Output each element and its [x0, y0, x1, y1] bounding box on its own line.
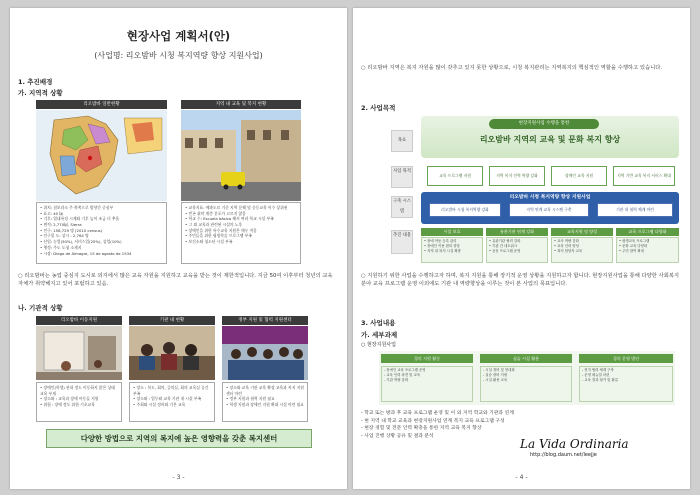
city-caption: 지역 내 교육 및 복지 현황 [181, 100, 301, 109]
core-body: • 교사 역량 강화 • 교육 인력 양성 • 복지 담당자 교육 [551, 237, 613, 263]
info-line: • 학교 수: Escuela básica 해서 여러 학교 시설 부족 [185, 216, 274, 222]
task-body: - 장애인 교육 프로그램 운영 - 교육 인력 파견 및 교육 - 기관 역량 강화 [381, 366, 473, 402]
row-label-goal: 목표 [391, 130, 413, 152]
desc-line: • 장애인(학생) 관내 정도 이동하지 않은 상태 교육 부재 [40, 385, 115, 396]
document-subtitle: (사업명: 리오밤바 시청 복지역량 향상 지원사업) [94, 51, 263, 60]
strategy-box: 장애인 교육 지원 [551, 166, 607, 186]
core-body: • 유관기관 협력 강화 • 기관 간 네트워크 • 공동 프로그램 운영 [486, 237, 548, 263]
info-line: • 시장: Diego de Almagro, 15 de agosto de 1534 [40, 250, 132, 256]
system-item: 지역 연계 교육 시스템 구축 [509, 203, 589, 217]
photo-caption: 정부 지원 및 협력 지원센터 [222, 316, 308, 325]
desc-line: • 학생 지원과 장애인 지원 확대 시설 마련 필요 [226, 402, 304, 408]
situation-paragraph: ○ 리오밤바는 농업 중심지 도시로 외지에서 많은 교육 자원을 지원하고 교육을 받는 것이 제한적입니다. 지금 50여 이후부터 청년의 교육 자체가 취약해지고 있어 포럼하고 있음. [18, 273, 333, 288]
meeting-photo [129, 326, 215, 380]
info-line: • 그 외 교육과 관련된 시설의 노후 [185, 222, 243, 228]
subsection-heading: 가. 지역적 상황 [18, 89, 63, 97]
section-heading: 1. 추진배경 [18, 78, 53, 86]
task-table [379, 351, 675, 405]
photo-desc [222, 382, 308, 422]
desc-line: • 주최와 시설 정비와 기본 교육 [133, 402, 186, 408]
row-label-strategy: 사업 목적 [391, 166, 413, 188]
subsection-heading: 가. 세부과제 [361, 331, 398, 339]
row-label-system: 구축 시스템 [391, 196, 413, 218]
info-line: • 인구: 158,729 명 (2010 census) [40, 227, 103, 233]
purpose-diagram [383, 116, 685, 266]
section-heading: 2. 사업목적 [361, 104, 396, 112]
info-line: • 산업: 농업(50%), 서비스업(25%), 상업(10%) [40, 239, 122, 245]
info-line: • 빈곤 취약 계층 분포가 고르지 않음 [185, 210, 246, 216]
desc-line: • 위험 : 장애 정도 위한 기초교육 [40, 402, 95, 408]
info-line: • 표고: 40 ㎞ [40, 210, 64, 216]
task-head: 경의 지원 활동 [381, 354, 473, 363]
watermark-title: La Vida Ordinaria [520, 437, 629, 451]
info-line: • 위치: 침보라소 주 북쪽으로 방향간 중심부 [40, 205, 114, 210]
info-line: • 인구밀 도: 상시 - 2,764 명 [40, 233, 89, 239]
task-head: 경의 운영 방안 [579, 354, 673, 363]
mobile-unit-photo [36, 326, 122, 380]
photo-caption: 기관 내 현황 [129, 316, 215, 325]
intro-paragraph: ○ 리오밤바 지역은 복지 자원을 많이 갖추고 있지 못한 상황으로, 시청 복지관리는 지역복지의 핵심적인 역할을 수행하고 있습니다. [361, 65, 663, 71]
purpose-paragraph: ○ 지원하기 위한 사업을 수행하고자 하며, 복지 지원을 통해 장기적 운영 상황을 지원하고자 합니다. 현장지원사업을 통해 다양한 사회복지 분야 교육 프로그램 운영 이외에도 기관 내 역량향상을 이루는 것이 본 사업의 목표입니다. [361, 273, 680, 288]
city-photo [181, 110, 301, 201]
goal-pill: 현장지원사업 수행을 통한 [489, 119, 599, 129]
task-body: - 현지 협력 체계 구축 - 운영 매뉴얼 마련 - 교육 결과 평가 및 환류 [579, 366, 673, 402]
document-title: 현장사업 계획서(안) [126, 29, 231, 43]
subsection-heading: 나. 기관적 상황 [18, 304, 63, 312]
watermark-url: http://blog.daum.net/leejje [530, 452, 597, 458]
photo-caption: 리오밤바 이동지원 [36, 316, 122, 325]
desc-line: • 장소와 : 업무와 교육 기관 내 시설 부족 [133, 396, 202, 402]
info-line: • 행정: 주도 도청 소재지 [40, 244, 82, 250]
desc-line: • 장소와 : 교육과 장애 아동들 지원 [40, 396, 99, 402]
goal-title: 리오밤바 지역의 교육 및 문화 복지 향상 [479, 135, 621, 144]
system-item: 기관 내 협력 체계 마련 [597, 203, 673, 217]
info-line: • 교육지표: 에콰도르 기준 지역 문해 및 중등교육 이수 상위권 [185, 205, 288, 210]
map-info-box [36, 202, 167, 264]
strategy-box: 지역 기반 교육 복지 서비스 확대 [613, 166, 675, 186]
photo-desc [36, 382, 122, 422]
city-info-box [181, 202, 301, 264]
ecuador-map-image [36, 110, 167, 201]
core-head: 유관기관 연계 강화 [486, 228, 548, 236]
core-head: 교육 프로그램 다양화 [616, 228, 679, 236]
page-number: - 3 - [172, 474, 185, 481]
task-head: 심습 시설 활용 [480, 354, 572, 363]
group-photo [222, 326, 308, 380]
photo-desc [129, 382, 215, 422]
desc-line: • 장소 : 복도, 회의, 증의실, 회의 교육실 공간 부족 [133, 385, 209, 396]
page-4 [353, 8, 690, 489]
core-body: • 장애 아동 등록 관리 • 장애인 이용 편의 향상 • 지역 내 복지 시설 확충 [421, 237, 483, 263]
page-number: - 4 - [515, 474, 528, 481]
info-line: • 면적: 2,770㎢, Sierra [40, 222, 82, 228]
desc-line: • 정부 지원과 협력 지원 필요 [226, 396, 275, 402]
info-line: • 주민들을 위한 평생학습 프로그램 부족 [185, 233, 252, 239]
info-line: • 장애인을 위한 특수교육 지원은 매우 적음 [185, 227, 257, 233]
desc-line: • 장소와 교육 기관 교육 확장 교육과 복지 지원센터 마련 [226, 385, 304, 396]
core-head: 교육지원 및 양성 [551, 228, 613, 236]
system-item: 리오밤바 시청 복지역량 강화 [429, 203, 501, 217]
task-body: - 시설 정비 및 현대화 - 실습 장비 지원 - 시설 활용 교육 [480, 366, 572, 402]
task-details: - 학교 또는 방과 후 교육 프로그램 운영 및 이 외 지역 학교와 기관과 연계 - 현 지역 내 학교 교육과 현장지원사업 연계 복지 교육 프로그램 구성 - 현장 경험 및 전문 인력 확충을 통한 지역 교육 복지 향상 - 사업 진행 상황 공유 및 결과 분석 [361, 411, 514, 440]
section-heading: 3. 사업내용 [361, 319, 396, 327]
page-3 [10, 8, 347, 489]
strategy-box: 교육 프로그램 지원 [427, 166, 483, 186]
core-head: 시설 보호 [421, 228, 483, 236]
map-caption: 리오밤바 일반현황 [36, 100, 167, 109]
info-line: • 보건소와 청소년 시설 부족 [185, 239, 233, 245]
info-line: • 기후: 열대특징 시제와 기후 높이 조금 더 추움 [40, 216, 120, 222]
task-intro: ○ 현장지원사업 [361, 342, 396, 348]
row-label-core: 추진 내용 [391, 230, 413, 254]
core-body: • 평생교육 프로그램 • 문화 교육 다양화 • 주민 참여 확대 [616, 237, 679, 263]
summary-banner: 다양한 방법으로 지역의 복지에 높은 영향력을 갖춘 복지센터 [46, 429, 312, 448]
strategy-box: 지역 복지 인력 역량 강화 [489, 166, 545, 186]
system-title: 리오밤바 시청 복지역량 향상 지원사업 [509, 195, 591, 200]
